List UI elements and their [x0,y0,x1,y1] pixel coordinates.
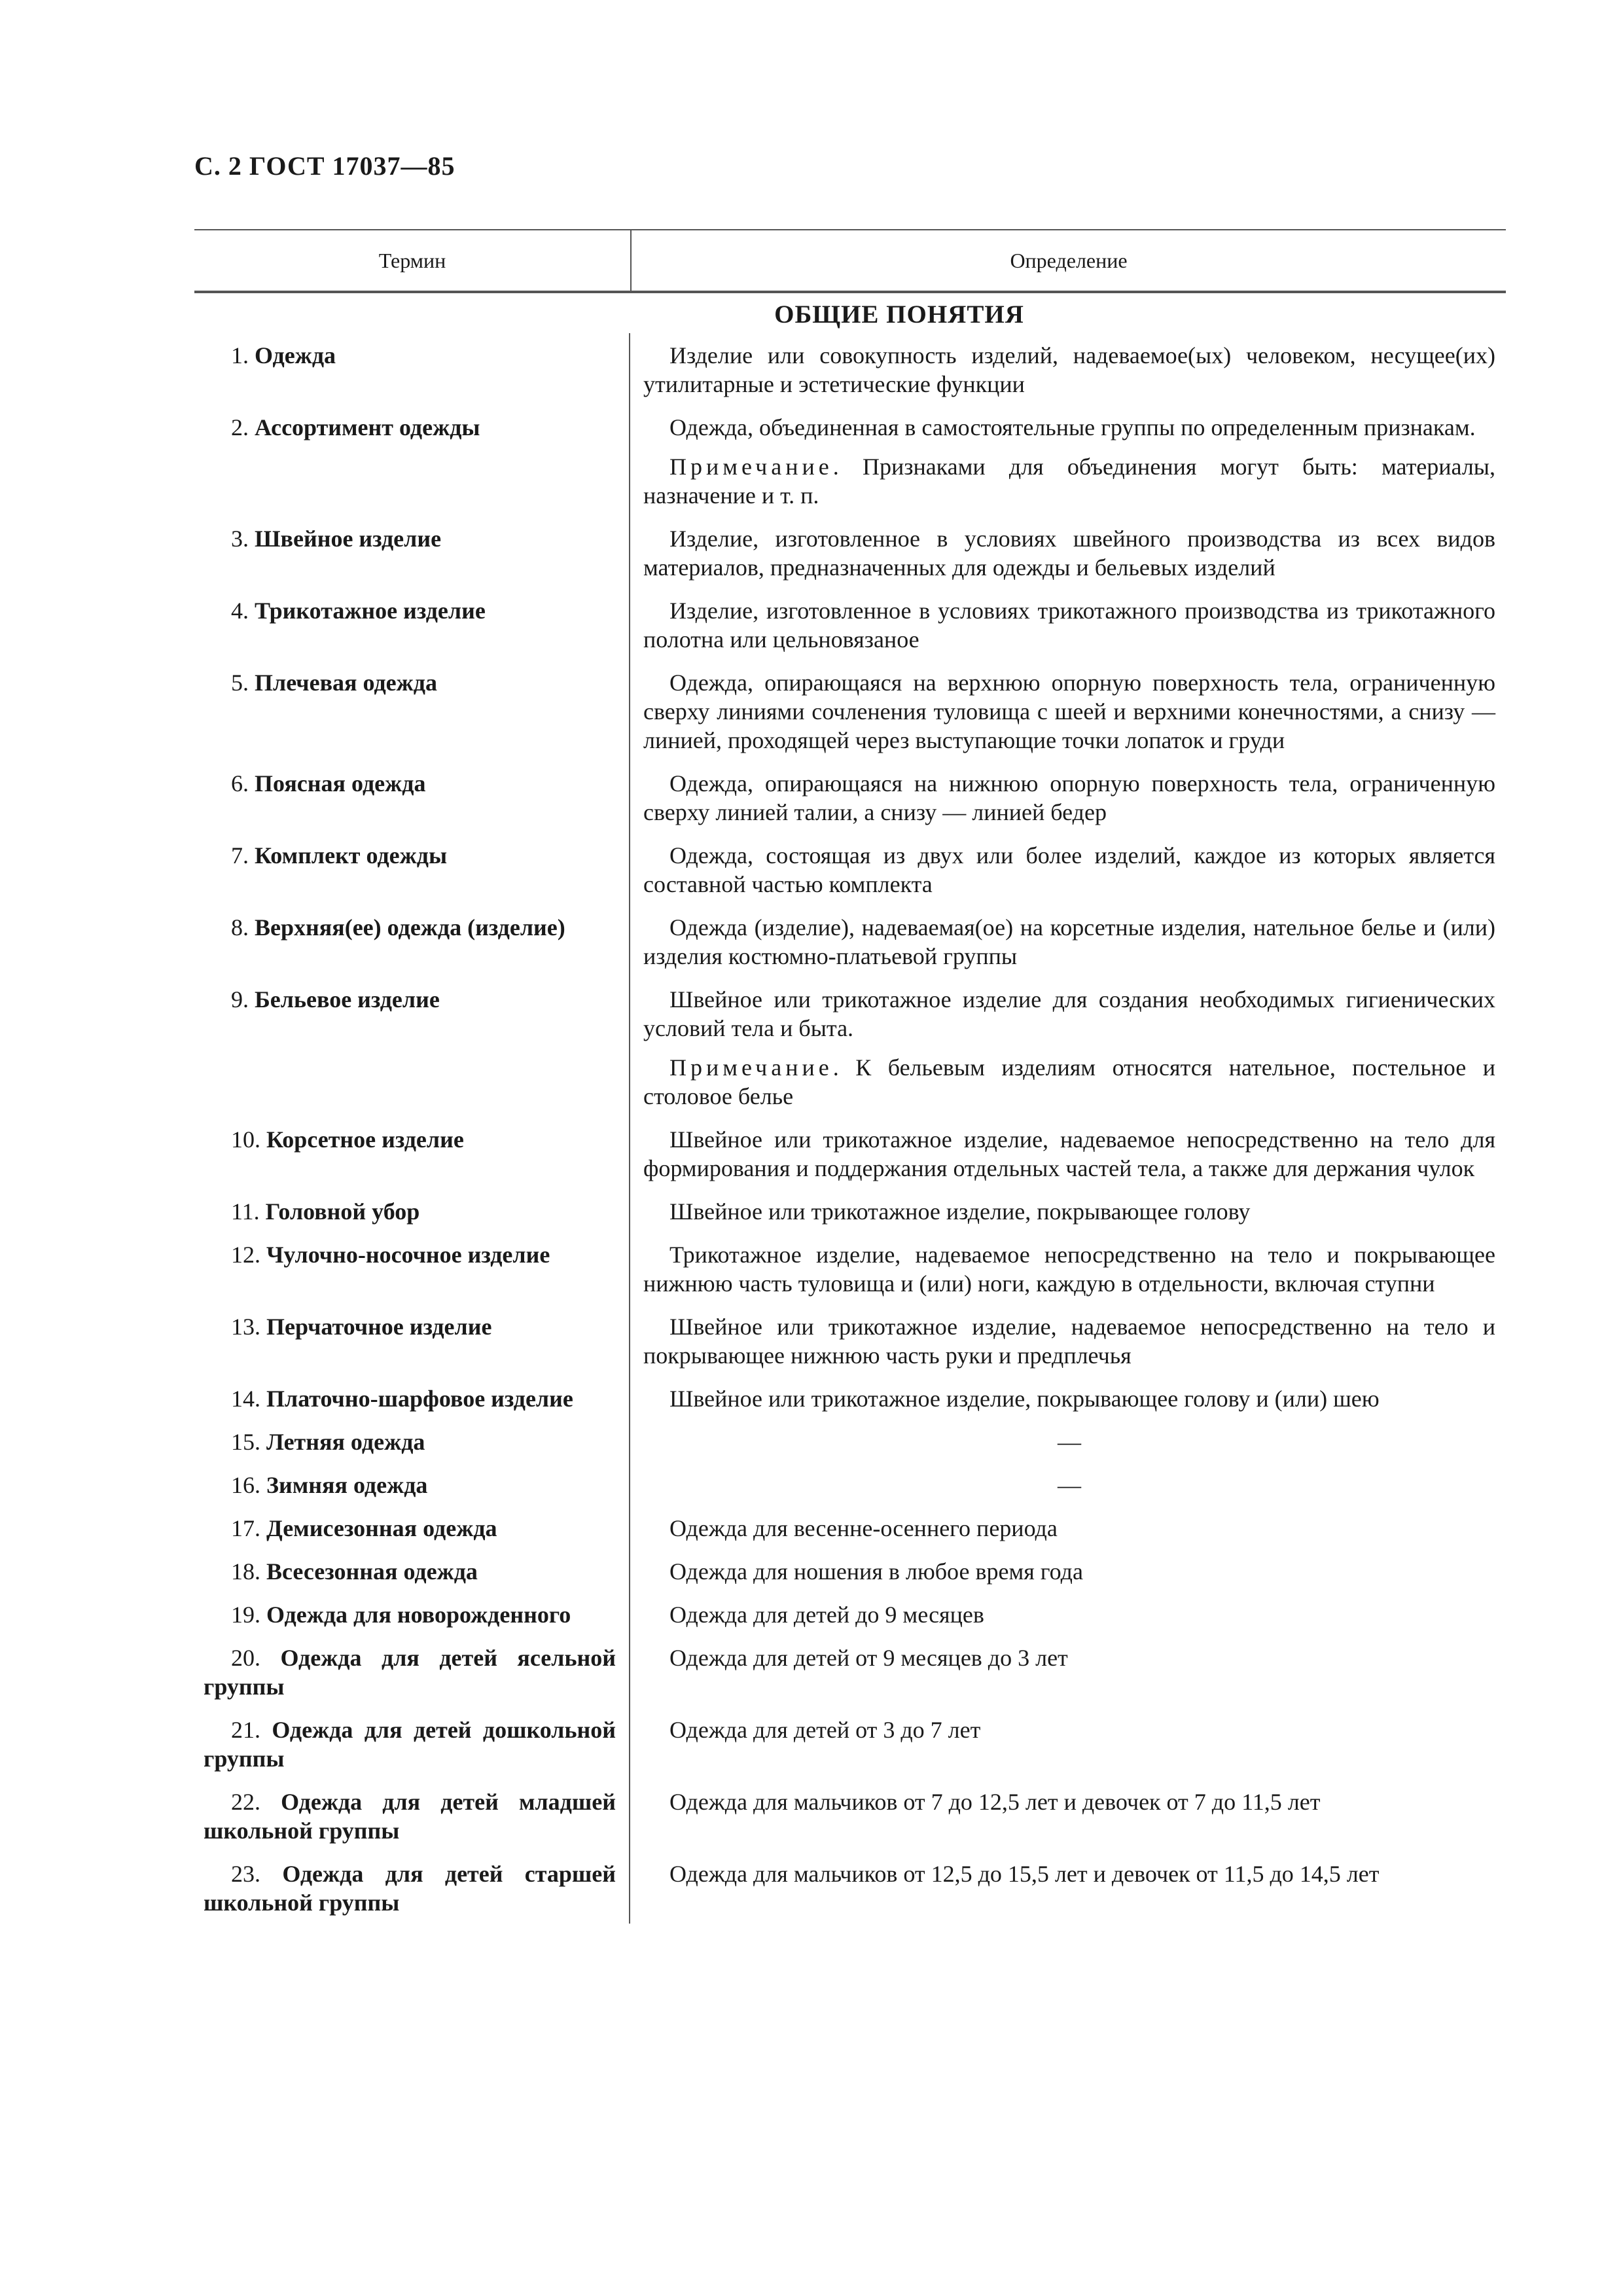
term-cell [194,905,630,977]
term-cell [194,405,630,448]
term-name: Демисезонная одежда [266,1515,497,1541]
table-row [194,405,1506,448]
table-row [194,1376,1506,1420]
term-cell [194,1852,630,1924]
table-row [194,1852,1506,1924]
term-number: 2. [231,414,249,440]
term-number: 13. [231,1314,260,1340]
term-cell [194,1420,630,1463]
definition-cell: Одежда, опирающаяся на верхнюю опорную поверхность тела, ограниченную сверху линиями сочленения туловища с шеей и верхними конечностями, а снизу — линией, проходящей через выступающие точки лопаток и груди [643,670,1495,753]
term-cell [194,1117,630,1189]
term-number: 16. [231,1472,260,1498]
term-number: 4. [231,598,249,624]
term-cell [194,1549,630,1592]
term-cell [194,1232,630,1304]
term-cell [194,1049,630,1117]
term-name: Плечевая одежда [255,670,437,696]
term-name: Ассортимент одежды [255,414,480,440]
term-cell [194,1780,630,1852]
table-row [194,1708,1506,1780]
term-name: Поясная одежда [255,770,426,797]
definition-cell: Одежда для ношения в любое время года [669,1558,1083,1585]
table-row [194,1506,1506,1549]
term-name: Корсетное изделие [266,1126,464,1153]
note-text: . Признаками для объединения могут быть: материалы, назначение и т. п. [643,454,1495,509]
term-name: Комплект одежды [255,842,448,869]
term-cell [194,1592,630,1636]
term-name: Одежда для новорожденного [266,1602,571,1628]
column-definition-header: Определение [1010,248,1128,272]
term-name: Перчаточное изделие [266,1314,492,1340]
term-number: 6. [231,770,249,797]
term-name: Одежда для детей ясельной группы [204,1645,616,1700]
term-number: 15. [231,1429,260,1455]
term-cell [194,1506,630,1549]
page-header: С. 2 ГОСТ 17037—85 [194,151,455,181]
definition-cell: — [1058,1429,1081,1455]
definition-cell: Одежда для весенне-осеннего периода [669,1515,1058,1541]
note-label: Примечание [669,1054,833,1081]
definition-cell: Одежда, объединенная в самостоятельные группы по определенным признакам. [669,414,1476,440]
definition-cell: Трикотажное изделие, надеваемое непосредственно на тело и покрывающее нижнюю часть туловища и (или) ноги, каждую в отдельности, включая ступни [643,1242,1495,1297]
term-cell [194,1189,630,1232]
term-number: 17. [231,1515,260,1541]
definition-cell: — [1058,1472,1081,1498]
table-row [194,1592,1506,1636]
definition-cell: Швейное или трикотажное изделие, покрывающее голову [669,1198,1251,1225]
definition-cell: Швейное или трикотажное изделие, надеваемое непосредственно на тело для формирования и поддержания отдельных частей тела, а также для держания чулок [643,1126,1495,1181]
definition-cell: Одежда, опирающаяся на нижнюю опорную поверхность тела, ограниченную сверху линией талии, а снизу — линией бедер [643,770,1495,825]
term-cell [194,588,630,660]
definition-cell: Одежда для мальчиков от 12,5 до 15,5 лет и девочек от 11,5 до 14,5 лет [669,1861,1380,1887]
term-cell [194,1304,630,1376]
term-cell [194,1376,630,1420]
term-name: Зимняя одежда [266,1472,428,1498]
term-number: 18. [231,1558,260,1585]
term-number: 10. [231,1126,260,1153]
note-row [194,448,1506,516]
note-row [194,1049,1506,1117]
term-cell [194,1708,630,1780]
term-name: Головной убор [265,1198,420,1225]
table-row [194,333,1506,405]
terms-table [194,229,1506,1924]
column-term-header: Термин [194,230,632,291]
table-row [194,1420,1506,1463]
term-number: 19. [231,1602,260,1628]
definition-cell: Одежда для мальчиков от 7 до 12,5 лет и девочек от 7 до 11,5 лет [669,1789,1321,1815]
term-name: Трикотажное изделие [255,598,486,624]
note-label: Примечание [669,454,833,480]
table-row [194,761,1506,833]
table-row [194,1463,1506,1506]
term-name: Чулочно-носочное изделие [266,1242,550,1268]
definition-cell: Одежда для детей от 9 месяцев до 3 лет [669,1645,1068,1671]
table-row [194,1117,1506,1189]
definition-cell: Одежда для детей до 9 месяцев [669,1602,984,1628]
term-cell [194,660,630,761]
term-number: 21. [231,1717,260,1743]
definition-cell: Изделие, изготовленное в условиях швейного производства из всех видов материалов, предназначенных для одежды и бельевых изделий [643,526,1495,581]
term-name: Платочно-шарфовое изделие [266,1386,573,1412]
term-cell [194,977,630,1049]
term-number: 7. [231,842,249,869]
term-name: Бельевое изделие [255,986,440,1013]
table-row [194,1780,1506,1852]
note-cell [630,448,1506,516]
term-cell [194,833,630,905]
table-row [194,1232,1506,1304]
term-name: Летняя одежда [266,1429,425,1455]
definition-cell: Швейное или трикотажное изделие, покрывающее голову и (или) шею [669,1386,1380,1412]
term-name: Всесезонная одежда [266,1558,478,1585]
term-cell [194,761,630,833]
note-text: . К бельевым изделиям относятся нательное, постельное и столовое белье [643,1054,1495,1109]
term-name: Одежда для детей младшей школьной группы [204,1789,616,1844]
definition-cell: Одежда (изделие), надеваемая(ое) на корсетные изделия, нательное белье и (или) изделия костюмно-платьевой группы [643,914,1495,969]
table-row [194,516,1506,588]
table-row [194,588,1506,660]
table-row [194,1636,1506,1708]
term-cell [194,333,630,405]
term-name: Верхняя(ее) одежда (изделие) [255,914,565,941]
definition-cell: Одежда, состоящая из двух или более изделий, каждое из которых является составной частью комплекта [643,842,1495,897]
table-row [194,977,1506,1049]
term-number: 23. [231,1861,260,1887]
term-number: 3. [231,526,249,552]
term-cell [194,1636,630,1708]
term-number: 22. [231,1789,260,1815]
term-number: 9. [231,986,249,1013]
definition-cell: Изделие или совокупность изделий, надеваемое(ых) человеком, несущее(их) утилитарные и эстетические функции [643,342,1495,397]
definition-cell: Швейное или трикотажное изделие, надеваемое непосредственно на тело и покрывающее нижнюю часть руки и предплечья [643,1314,1495,1369]
definition-cell: Изделие, изготовленное в условиях трикотажного производства из трикотажного полотна или цельновязаное [643,598,1495,653]
term-number: 12. [231,1242,260,1268]
table-header [194,229,1506,293]
section-title: ОБЩИЕ ПОНЯТИЯ [774,300,1024,329]
term-name: Одежда для детей старшей школьной группы [204,1861,616,1916]
term-number: 20. [231,1645,260,1671]
definition-cell: Одежда для детей от 3 до 7 лет [669,1717,981,1743]
table-row [194,1189,1506,1232]
term-number: 11. [231,1198,260,1225]
table-row [194,1304,1506,1376]
term-number: 1. [231,342,249,368]
table-row [194,905,1506,977]
term-number: 14. [231,1386,260,1412]
term-name: Одежда [255,342,336,368]
table-row [194,833,1506,905]
term-number: 5. [231,670,249,696]
table-row [194,1549,1506,1592]
term-name: Швейное изделие [255,526,442,552]
definition-cell: Швейное или трикотажное изделие для создания необходимых гигиенических условий тела и быта. [643,986,1495,1041]
term-cell [194,516,630,588]
term-cell [194,448,630,516]
table-row [194,660,1506,761]
term-cell [194,1463,630,1506]
term-name: Одежда для детей дошкольной группы [204,1717,616,1772]
term-number: 8. [231,914,249,941]
table-body [194,333,1506,1924]
note-cell [630,1049,1506,1117]
